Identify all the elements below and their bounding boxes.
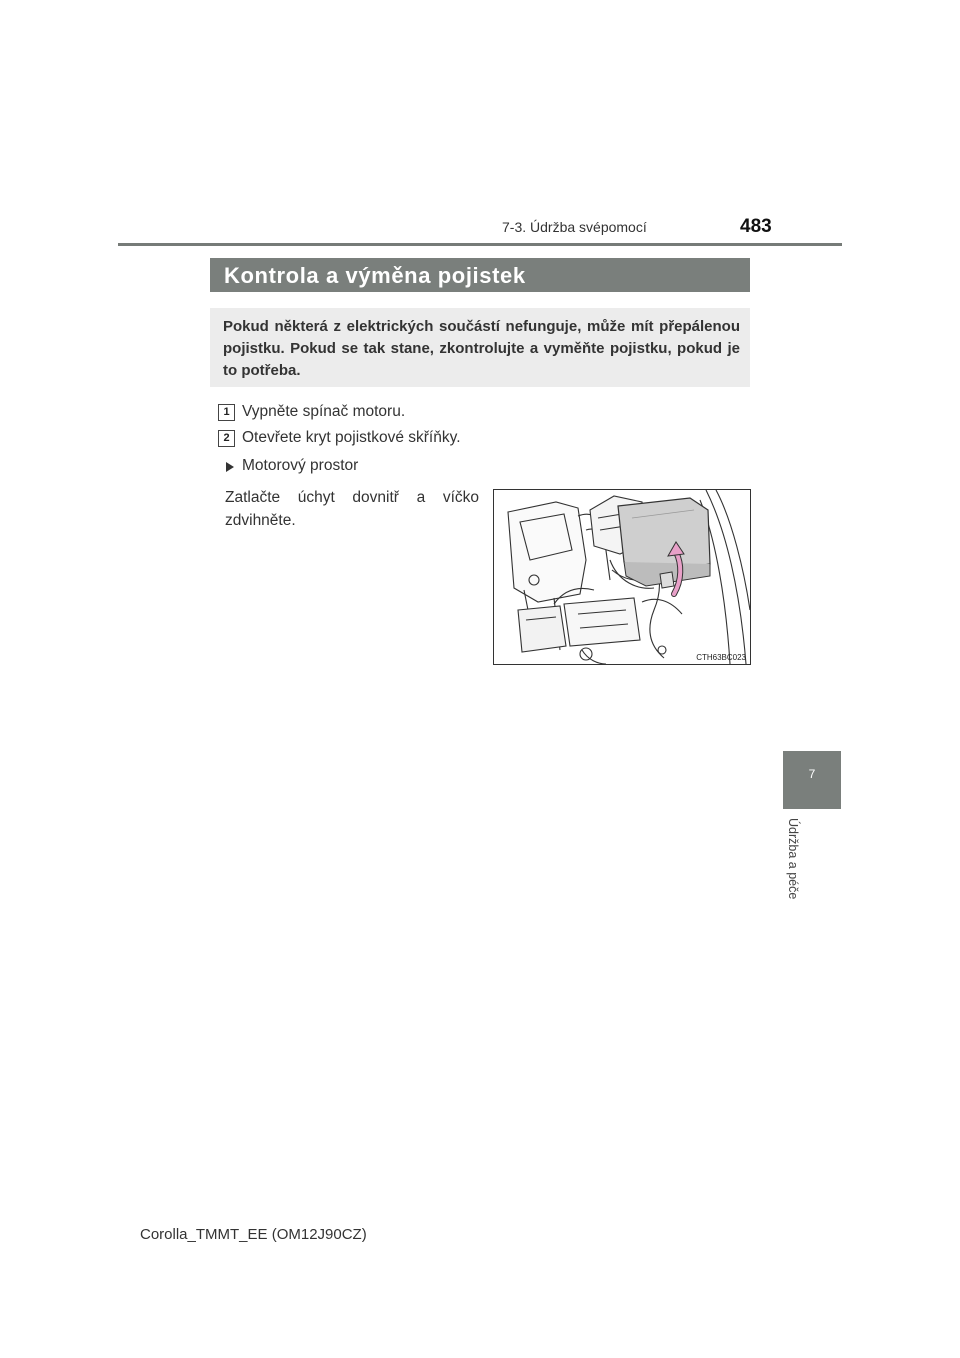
intro-box xyxy=(210,308,750,387)
step-text-2: Otevřete kryt pojistkové skříňky. xyxy=(242,429,461,446)
engine-bay-drawing xyxy=(494,490,750,664)
chapter-label: Údržba a péče xyxy=(786,818,800,900)
illustration-code: CTH63BC023 xyxy=(696,653,746,662)
running-header-section: 7-3. Údržba svépomocí xyxy=(502,219,647,235)
footer-model: Corolla_TMMT_EE (OM12J90CZ) xyxy=(140,1226,367,1243)
chapter-number: 7 xyxy=(808,767,816,781)
section-title: Kontrola a výměna pojistek xyxy=(224,263,526,288)
engine-bay-illustration xyxy=(493,489,751,665)
step-text-1: Vypněte spínač motoru. xyxy=(242,403,406,420)
step-number-1: 1 xyxy=(218,404,235,421)
triangle-bullet-icon xyxy=(226,462,234,472)
intro-text: Pokud některá z elektrických součástí nefunguje, může mít přepálenou pojistku. Pokud se tak stane, zkontrolujte a vyměňte pojistku, pokud je to potřeba. xyxy=(223,318,740,379)
header-rule xyxy=(118,243,842,246)
chapter-tab xyxy=(783,751,841,809)
page-number: 483 xyxy=(740,216,772,237)
subsection-heading: Motorový prostor xyxy=(242,457,359,474)
section-title-bar xyxy=(210,258,750,292)
instruction-text: Zatlačte úchyt dovnitř a víčko zdvihněte. xyxy=(225,489,479,529)
step-number-2: 2 xyxy=(218,430,235,447)
